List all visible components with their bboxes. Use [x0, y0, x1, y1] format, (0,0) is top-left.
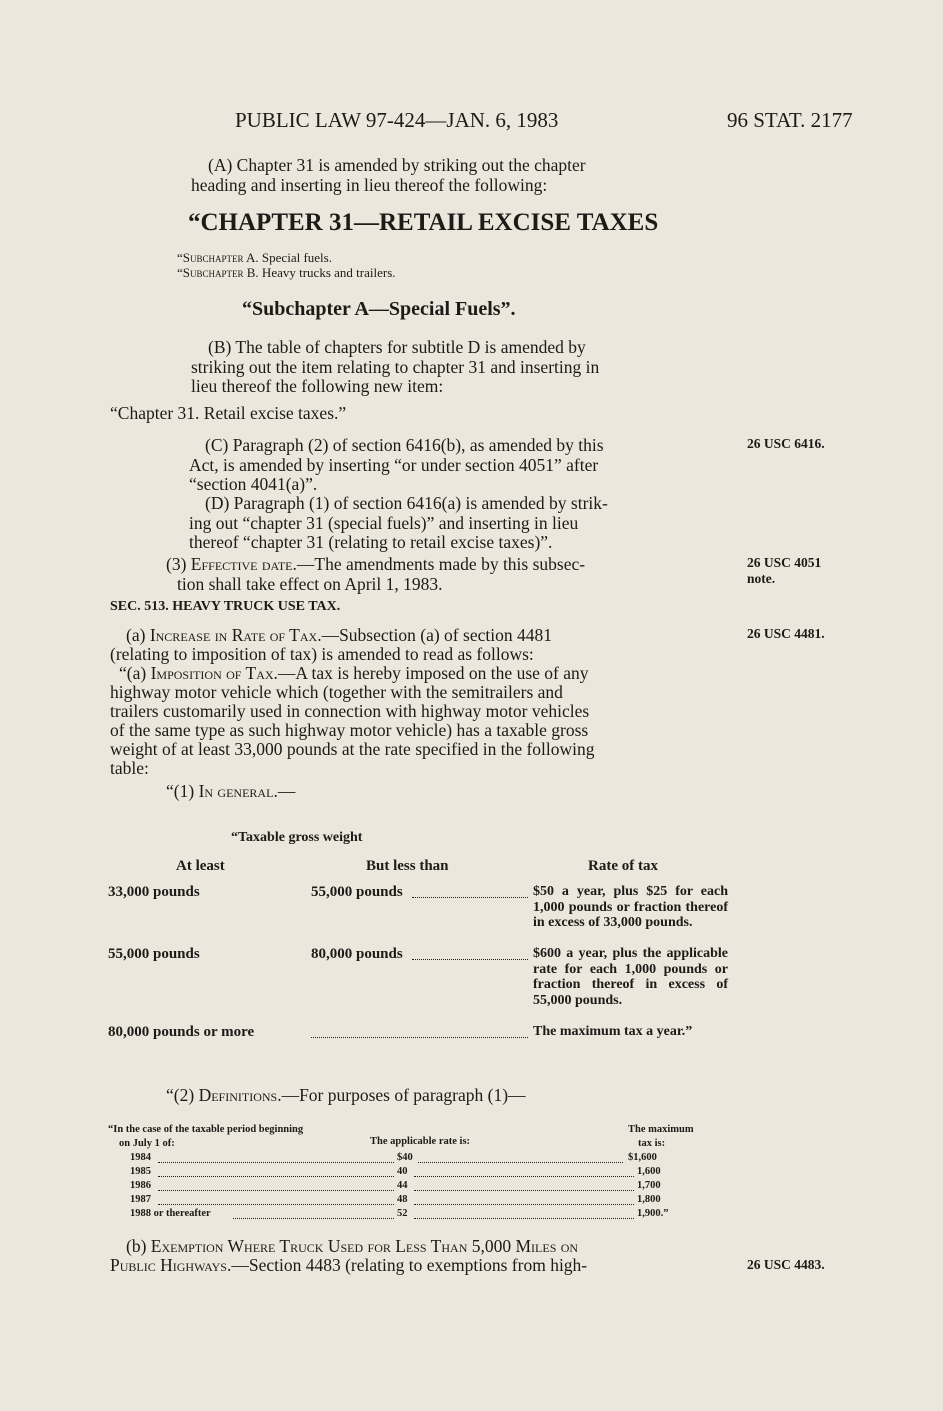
table2-row4-leader-a	[158, 1204, 394, 1205]
para-a-increase-line2: (relating to imposition of tax) is amended to read as follows:	[110, 644, 534, 664]
table2-row5-max: 1,900.”	[637, 1208, 669, 1219]
imposition-line4: of the same type as such highway motor vehicle) has a taxable gross	[110, 720, 589, 740]
para-3-line2: tion shall take effect on April 1, 1983.	[177, 574, 443, 594]
table1-row2-less-than: 80,000 pounds	[311, 946, 403, 962]
table2-row1-leader-b	[418, 1162, 623, 1163]
table2-row3-max: 1,700	[637, 1180, 661, 1191]
table2-row2-leader-b	[414, 1176, 634, 1177]
para-c-line2: Act, is amended by inserting “or under section 4051” after	[189, 455, 599, 475]
subchapter-b-item: “Subchapter B. Heavy trucks and trailers.	[177, 265, 396, 280]
running-header-title: PUBLIC LAW 97-424—JAN. 6, 1983	[235, 108, 559, 132]
table1-row1-leader	[412, 897, 528, 898]
table2-col1-header-2: on July 1 of:	[119, 1138, 175, 1149]
chapter-title: “CHAPTER 31—RETAIL EXCISE TAXES	[188, 209, 659, 236]
table2-row4-year: 1987	[130, 1194, 151, 1205]
table1-row2-rate: $600 a year, plus the applicable rate for each 1,000 pounds or fraction thereof in excess of 55,000 pounds.	[533, 946, 728, 1008]
para-a-increase-line1: (a) Increase in Rate of Tax.—Subsection (a) of section 4481	[126, 625, 552, 645]
table2-row3-year: 1986	[130, 1180, 151, 1191]
table2-row1-max: $1,600	[628, 1152, 657, 1163]
table1-row1-rate: $50 a year, plus $25 for each 1,000 pounds or fraction thereof in excess of 33,000 pounds.	[533, 884, 728, 930]
table2-row4-max: 1,800	[637, 1194, 661, 1205]
table2-row4-rate: 48	[397, 1194, 408, 1205]
imposition-line6: table:	[110, 758, 149, 778]
para-c-line1: (C) Paragraph (2) of section 6416(b), as amended by this	[205, 435, 604, 455]
page-number: 96 STAT. 2177	[727, 108, 853, 132]
para-d-line1: (D) Paragraph (1) of section 6416(a) is amended by strik-	[205, 493, 608, 513]
table2-row3-leader-b	[414, 1190, 634, 1191]
table2-row5-leader-b	[414, 1218, 634, 1219]
table2-row5-rate: 52	[397, 1208, 408, 1219]
table2-row2-max: 1,600	[637, 1166, 661, 1177]
margin-note-4051-note: note.	[747, 571, 776, 586]
table2-row2-leader-a	[158, 1176, 394, 1177]
table2-col1-header-1: “In the case of the taxable period beginning	[108, 1124, 304, 1135]
table1-title: “Taxable gross weight	[231, 830, 363, 845]
table2-row4-leader-b	[414, 1204, 634, 1205]
para-c-line3: “section 4041(a)”.	[189, 474, 318, 494]
margin-note-6416: 26 USC 6416.	[747, 436, 825, 451]
margin-note-4051: 26 USC 4051	[747, 555, 822, 570]
table1-row3-at-least: 80,000 pounds or more	[108, 1024, 255, 1040]
table2-row1-year: 1984	[130, 1152, 151, 1163]
chapter-31-item: “Chapter 31. Retail excise taxes.”	[110, 403, 347, 423]
table2-row1-rate: $40	[397, 1152, 413, 1163]
table2-row3-leader-a	[158, 1190, 394, 1191]
table1-row2-at-least: 55,000 pounds	[108, 946, 200, 962]
para-b-line2: striking out the item relating to chapter 31 and inserting in	[191, 357, 600, 377]
para-a-line2: heading and inserting in lieu thereof the following:	[191, 175, 548, 195]
table2-row5-leader-a	[233, 1218, 394, 1219]
subchapter-a-title: “Subchapter A—Special Fuels”.	[242, 298, 516, 320]
margin-note-4481: 26 USC 4481.	[747, 626, 825, 641]
para-b-line3: lieu thereof the following new item:	[191, 376, 444, 396]
para-3-line1: (3) Effective date.—The amendments made by this subsec-	[166, 554, 586, 574]
table2-row5-year: 1988 or thereafter	[130, 1208, 211, 1219]
para-a-line1: (A) Chapter 31 is amended by striking out the chapter	[208, 155, 586, 175]
para-b-exemption-line2: Public Highways.—Section 4483 (relating to exemptions from high-	[110, 1255, 588, 1275]
table1-header-rate: Rate of tax	[588, 858, 658, 874]
table1-header-at-least: At least	[176, 858, 225, 874]
table2-row2-year: 1985	[130, 1166, 151, 1177]
table2-col3-header-2: tax is:	[638, 1138, 666, 1149]
section-heading: SEC. 513. HEAVY TRUCK USE TAX.	[110, 599, 341, 614]
table2-row3-rate: 44	[397, 1180, 408, 1191]
definitions-heading: “(2) Definitions.—For purposes of paragraph (1)—	[166, 1085, 526, 1105]
table2-col3-header-1: The maximum	[628, 1124, 694, 1135]
para-d-line3: thereof “chapter 31 (relating to retail excise taxes)”.	[189, 532, 553, 552]
para-b-exemption-line1: (b) Exemption Where Truck Used for Less Than 5,000 Miles on	[126, 1236, 579, 1256]
in-general-heading: “(1) In general.—	[166, 781, 296, 801]
table1-row3-leader	[311, 1037, 528, 1038]
table2-row2-rate: 40	[397, 1166, 408, 1177]
imposition-line1: “(a) Imposition of Tax.—A tax is hereby imposed on the use of any	[119, 663, 589, 683]
table1-row3-rate: The maximum tax a year.”	[533, 1024, 693, 1039]
table2-row1-leader-a	[158, 1162, 394, 1163]
table1-row1-at-least: 33,000 pounds	[108, 884, 200, 900]
imposition-line2: highway motor vehicle which (together with the semitrailers and	[110, 682, 563, 702]
table1-row1-less-than: 55,000 pounds	[311, 884, 403, 900]
para-d-line2: ing out “chapter 31 (special fuels)” and inserting in lieu	[189, 513, 579, 533]
imposition-line3: trailers customarily used in connection with highway motor vehicles	[110, 701, 590, 721]
table1-header-but-less: But less than	[366, 858, 449, 874]
margin-note-4483: 26 USC 4483.	[747, 1257, 825, 1272]
subchapter-a-item: “Subchapter A. Special fuels.	[177, 250, 332, 265]
table1-row2-leader	[412, 959, 528, 960]
para-b-line1: (B) The table of chapters for subtitle D is amended by	[208, 337, 586, 357]
table2-col2-header: The applicable rate is:	[370, 1136, 471, 1147]
imposition-line5: weight of at least 33,000 pounds at the rate specified in the following	[110, 739, 595, 759]
